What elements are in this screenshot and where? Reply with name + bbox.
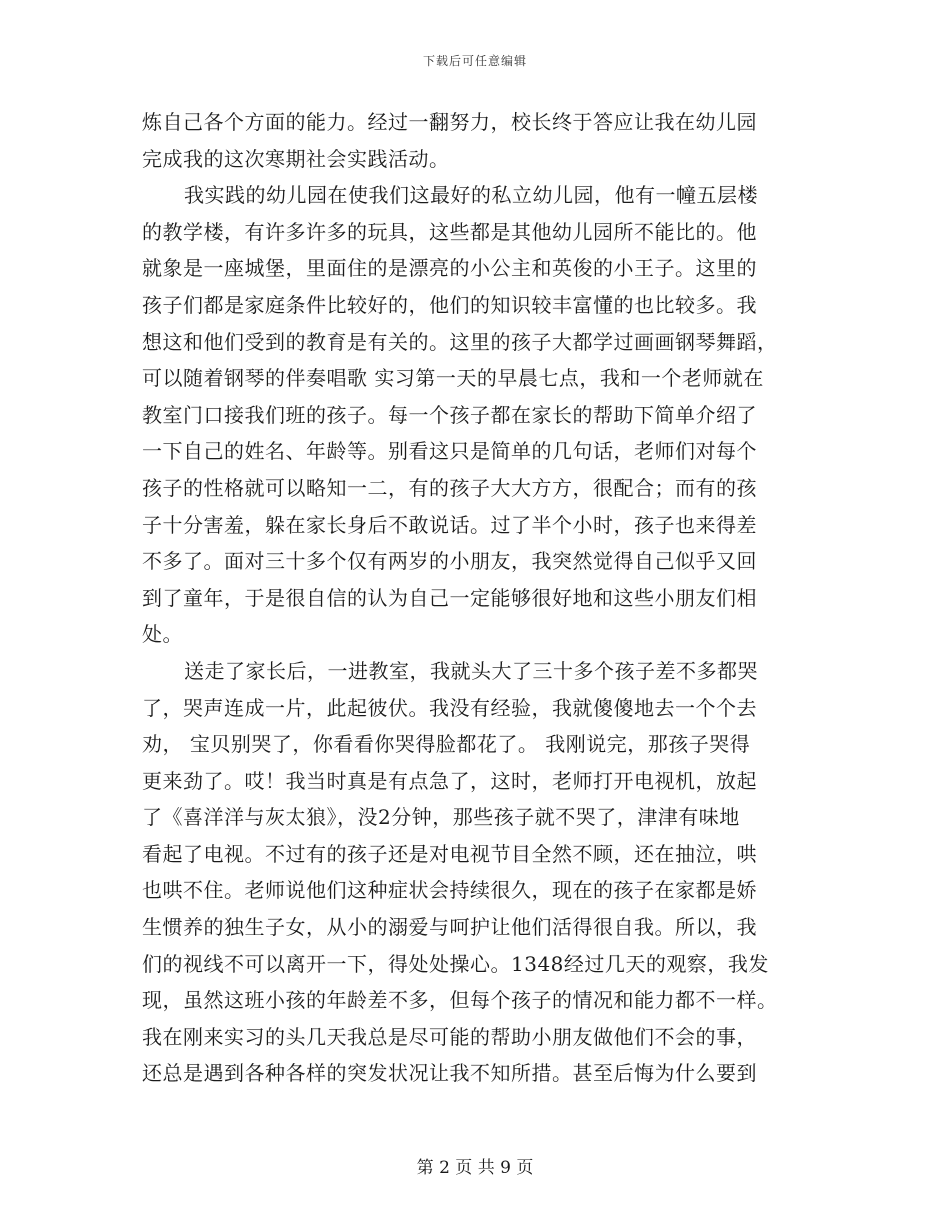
- text-line: 还总是遇到各种各样的突发状况让我不知所措。甚至后悔为什么要到: [142, 1061, 757, 1086]
- text-line: 生惯养的独生子女，从小的溺爱与呵护让他们活得很自我。所以，我: [142, 915, 757, 940]
- text-line: 炼自己各个方面的能力。经过一翻努力，校长终于答应让我在幼儿园: [142, 110, 757, 134]
- text-line: 看起了电视。不过有的孩子还是对电视节目全然不顾，还在抽泣，哄: [142, 841, 757, 866]
- text-line: 孩子的性格就可以略知一二，有的孩子大大方方，很配合；而有的孩: [142, 475, 757, 500]
- text-line: 想这和他们受到的教育是有关的。这里的孩子大都学过画画钢琴舞蹈，: [142, 329, 778, 354]
- text-line: 了，哭声连成一片，此起彼伏。我没有经验，我就傻傻地去一个个去: [142, 695, 757, 720]
- text-line: 就象是一座城堡，里面住的是漂亮的小公主和英俊的小王子。这里的: [142, 256, 757, 281]
- text-line: 更来劲了。哎！我当时真是有点急了，这时，老师打开电视机，放起: [142, 768, 757, 793]
- text-line: 完成我的这次寒期社会实践活动。: [142, 146, 450, 171]
- text-line: 的教学楼，有许多许多的玩具，这些都是其他幼儿园所不能比的。他: [142, 219, 757, 244]
- text-line: 孩子们都是家庭条件比较好的，他们的知识较丰富懂的也比较多。我: [142, 292, 757, 317]
- text-line: 可以随着钢琴的伴奏唱歌 实习第一天的早晨七点，我和一个老师就在: [142, 366, 764, 391]
- text-line: 一下自己的姓名、年龄等。别看这只是简单的几句话，老师们对每个: [142, 439, 757, 464]
- text-line: 了《喜洋洋与灰太狼》，没2分钟，那些孩子就不哭了，津津有味地: [142, 805, 740, 830]
- text-line: 我在刚来实习的头几天我总是尽可能的帮助小朋友做他们不会的事，: [142, 1024, 757, 1049]
- text-line: 教室门口接我们班的孩子。每一个孩子都在家长的帮助下简单介绍了: [142, 402, 757, 427]
- document-body: [142, 104, 810, 1092]
- text-line: 处。: [142, 622, 183, 647]
- text-line: 现，虽然这班小孩的年龄差不多，但每个孩子的情况和能力都不一样。: [142, 988, 778, 1013]
- page-footer: 第 2 页 共 9 页: [416, 1158, 534, 1178]
- page-header: 下载后可任意编辑: [422, 54, 527, 68]
- text-line: 劝， 宝贝别哭了，你看看你哭得脸都花了。 我刚说完，那孩子哭得: [142, 732, 751, 757]
- text-line: 不多了。面对三十多个仅有两岁的小朋友，我突然觉得自己似乎又回: [142, 549, 757, 574]
- paragraph-start-line: 送走了家长后，一进教室，我就头大了三十多个孩子差不多都哭: [184, 658, 758, 683]
- text-line: 也哄不住。老师说他们这种症状会持续很久，现在的孩子在家都是娇: [142, 878, 757, 903]
- text-line: 们的视线不可以离开一下，得处处操心。1348经过几天的观察，我发: [142, 951, 769, 976]
- paragraph-start-line: 我实践的幼儿园在使我们这最好的私立幼儿园，他有一幢五层楼: [184, 183, 758, 208]
- text-line: 到了童年，于是很自信的认为自己一定能够很好地和这些小朋友们相: [142, 585, 757, 610]
- text-line: 子十分害羞，躲在家长身后不敢说话。过了半个小时，孩子也来得差: [142, 512, 757, 537]
